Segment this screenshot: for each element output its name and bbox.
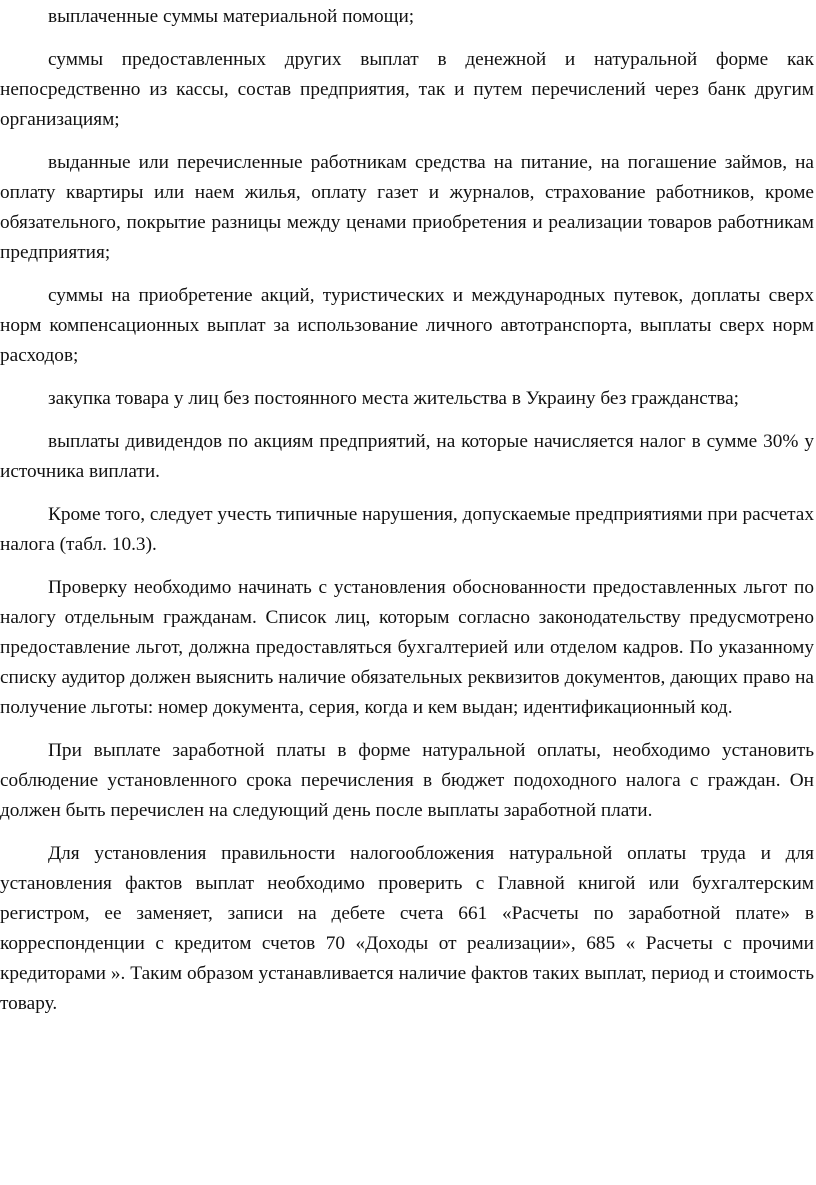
paragraph-other-payments: суммы предоставленных других выплат в денежной и натуральной форме как непосредственно из кассы, состав предприятия, так и путем перечислений через банк другим организациям;: [0, 49, 814, 130]
paragraph-dividends: выплаты дивидендов по акциям предприятий, на которые начисляется налог в сумме 30% у источника виплати.: [0, 431, 814, 482]
paragraph-shares-vouchers: суммы на приобретение акций, туристических и международных путевок, доплаты сверх норм компенсационных выплат за использование личного автотранспорта, выплаты сверх норм расходов;: [0, 285, 814, 366]
paragraph-natural-payment: При выплате заработной платы в форме натуральной оплаты, необходимо установить соблюдение установленного срока перечисления в бюджет подоходного налога с граждан. Он должен быть перечислен на следующий день после выплаты заработной плати.: [0, 740, 814, 821]
paragraph-employee-funds: выданные или перечисленные работникам средства на питание, на погашение займов, на оплату квартиры или наем жилья, оплату газет и журналов, страхование работников, кроме обязательного, покрытие разницы между ценами приобретения и реализации товаров работникам предприятия;: [0, 152, 814, 263]
paragraph-material-aid: выплаченные суммы материальной помощи;: [48, 6, 415, 27]
paragraph-ledger-check: Для установления правильности налогообложения натуральной оплаты труда и для установления фактов выплат необходимо проверить с Главной книгой или бухгалтерским регистром, ее заменяет, записи на дебете счета 661 «Расчеты по заработной плате» в корреспонденции с кредитом счетов 70 «Доходы от реализации», 685 « Расчеты с прочими кредиторами ». Таким образом устанавливается наличие фактов таких выплат, период и стоимость товару.: [0, 843, 814, 1014]
paragraph-typical-violations: Кроме того, следует учесть типичные нарушения, допускаемые предприятиями при расчетах налога (табл. 10.3).: [0, 504, 814, 555]
paragraph-goods-purchase: закупка товара у лиц без постоянного места жительства в Украину без гражданства;: [48, 388, 740, 409]
paragraph-benefits-check: Проверку необходимо начинать с установления обоснованности предоставленных льгот по налогу отдельным гражданам. Список лиц, которым согласно законодательству предусмотрено предоставление льгот, должна предоставляться бухгалтерией или отделом кадров. По указанному списку аудитор должен выяснить наличие обязательных реквизитов документов, дающих право на получение льготы: номер документа, серия, когда и кем выдан; идентификационный код.: [0, 577, 814, 718]
